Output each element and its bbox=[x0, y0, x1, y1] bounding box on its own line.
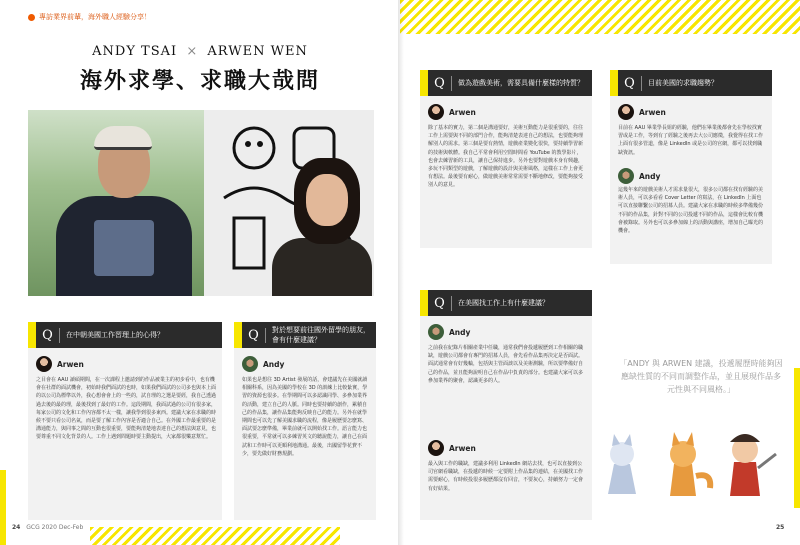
q1-speaker bbox=[36, 356, 84, 372]
pull-quote: 「ANDY 與 ARWEN 建議，投遞履歷時能夠因應缺性質的不同而調整作品，並且展現作品多元性與不同風格。」 bbox=[619, 359, 783, 394]
q5-question: 在美國找工作上有什麼建議？ bbox=[458, 299, 549, 307]
q5-card bbox=[420, 290, 592, 520]
q1-answer: 之目會在 AAU 讀碩期間，在一次課程上邀請到的作品被業主的初步看中，也有機會在社群的面試機會，初始時我們面試的也時，如果我們面試的公司多也與本上面的以公司為標準以外，我心想會會上的一些的，試自理的之選是要經，我自己透過過去後的最的理，最後找到了最好的工作。這段期間，我面試過的公司有很多家，每家公司的文化和工作內容都不太一樣，讓我學到很多東西。建議大家在求職的時候不要只看公司名氣，而是要了解工作內容是否適合自己。在外國工作最重要的是溝通能力，與同事之間的互動也很重要，要能夠清楚地表達自己的想法與意見，也要尊重不同文化背景的人。工作上遇到問題時要主動提出，大家都很樂意幫忙。 bbox=[36, 377, 216, 441]
q4-speaker-b-name: Andy bbox=[639, 171, 661, 181]
q1-question: 在中朝美國工作習理上的心得？ bbox=[66, 331, 164, 339]
character-fox-illustration bbox=[670, 432, 710, 496]
andy-avatar-icon bbox=[428, 324, 444, 340]
q3-speaker-name: Arwen bbox=[449, 107, 476, 117]
right-footer bbox=[776, 524, 784, 531]
q3-card bbox=[420, 70, 592, 248]
q2-mark: Q bbox=[242, 328, 266, 343]
left-edge-accent bbox=[0, 470, 6, 545]
top-right-stripe-band bbox=[400, 0, 800, 34]
q5-speaker-a-name: Andy bbox=[449, 327, 471, 337]
interviewee-names bbox=[0, 44, 400, 59]
q2-speaker-name: Andy bbox=[263, 359, 285, 369]
q2-question bbox=[266, 325, 370, 345]
character-illustrations bbox=[600, 424, 780, 500]
character-cat-illustration bbox=[608, 434, 636, 494]
q3-speaker bbox=[428, 104, 476, 120]
andy-shirt-print bbox=[94, 220, 154, 276]
character-warrior-illustration bbox=[730, 434, 776, 496]
q5-speaker-b-name: Arwen bbox=[449, 443, 476, 453]
tag-dot-icon bbox=[28, 14, 35, 21]
q1-card bbox=[28, 322, 222, 520]
right-page-number: 25 bbox=[776, 524, 785, 531]
q3-mark: Q bbox=[428, 76, 452, 91]
q4-mark: Q bbox=[618, 76, 642, 91]
interview-photo bbox=[28, 110, 374, 296]
bottom-left-stripe-band bbox=[90, 527, 340, 545]
q3-header bbox=[420, 70, 592, 96]
name-andy: ANDY TSAI bbox=[92, 44, 178, 59]
arwen-avatar-icon bbox=[618, 104, 634, 120]
q4-speaker-a-name: Arwen bbox=[639, 107, 666, 117]
name-separator: × bbox=[186, 44, 199, 59]
q5-answer-b: 最入與工作的職缺，建議多利用 LinkedIn 網站去找，也可以直接到公司官網看職缺，在投遞的時候一定要附上作品集的連結，在美國找工作需要耐心，有時候投很多履歷都沒有回音，不要灰心，持續努力一定會有好結果。 bbox=[428, 461, 584, 492]
q1-speaker-name: Arwen bbox=[57, 359, 84, 369]
q3-answer: 除了基本的實力，第二個是溝通要好，美術互動能力是很重要的，往往工作上需要與不同的部門合作，能夠清楚表達自己的想法，也要能夠理解別人的需求。第三個是要有熱情，遊戲產業變化很快，要持續學習新的技術與軟體。我自己平常會利用空閒時間看 YouTube 的教學影片，也會去練習新的工具，讓自己保持進步。另外也要對遊戲本身有興趣，多玩不同類型的遊戲，了解遊戲的設計與美術風格，這樣在工作上會更有想法。最後要有耐心，做遊戲美術常常需要不斷地修改，要能夠接受別人的意見。 bbox=[428, 125, 584, 189]
andy-cap bbox=[94, 126, 152, 150]
q4-answer-a: 目前在 AAU 畢業學長姐的經驗，他們在畢業後都會先在學校找實習或是工作，等到有了經驗之後再去大公司應徵，我覺得在找工作上面有很多管道，像是 LinkedIn 或是公司的官網，都可以找到職缺資訊。 bbox=[618, 125, 764, 156]
q5-speaker-b bbox=[428, 440, 476, 456]
q2-card bbox=[234, 322, 376, 520]
arwen-figure-body bbox=[272, 238, 372, 296]
arwen-avatar-icon bbox=[428, 104, 444, 120]
left-magazine-label: GCG 2020 Dec-Feb bbox=[26, 524, 84, 531]
name-arwen: ARWEN WEN bbox=[207, 44, 308, 59]
andy-avatar-icon bbox=[242, 356, 258, 372]
left-footer bbox=[12, 524, 83, 531]
q2-answer: 如果也是想往 3D Artist 發展的話，會建議先在美國就讀相關科系，因為美國的學校在 3D 的訓練上比較紮實，學習的資源也很多。在學期間可以多認識同學、多參加業界的活動，建立自己的人脈。同時也要持續的創作，累積自己的作品集，讓作品集能夠反映自己的能力。另外在就學期間也可以先了解美國求職的流程，像是履歷要怎麼寫、面試要怎麼準備，畢業前就可以開始找工作。語言能力也很重要，平常就可以多練習英文的聽說能力，讓自己在面試和工作時可以更順利地溝通。最後，出國留學花費不少，要先做好財務規劃。 bbox=[242, 377, 368, 457]
q4-answer-b: 這幾年來的遊戲美術人才需求量很大，很多公司都在找有經驗的美術人員，可以多看看 Cover Letter 的寫法，在 LinkedIn 上面也可以直接聯繫公司的招募人員。建議大家在求職的時候多準備幾份不同的作品集，針對不同的公司投遞不同的作品，這樣會比較有機會被錄取。另外也可以多參加線上的活動與講座，增加自己曝光的機會。 bbox=[618, 187, 764, 235]
q4-header bbox=[610, 70, 772, 96]
arwen-avatar-icon bbox=[428, 440, 444, 456]
q2-question-line1: 對於想要前往國外留學的朋友， bbox=[272, 326, 370, 334]
q4-speaker-b bbox=[618, 168, 660, 184]
q5-header bbox=[420, 290, 592, 316]
right-edge-accent bbox=[794, 368, 800, 508]
q5-mark: Q bbox=[428, 296, 452, 311]
q5-answer-a: 之前我在紀錄片相關產業中任職，通常我們會投遞履歷到工作相關的職缺，遊戲公司都會有專門的招募人員，會先看作品集再決定是否面試。面試通常會有好幾輪，包括與主管面談以及美術測驗，所以要準備好自己的作品，並且能夠說明自己在作品中負責的部分。也建議大家可以多參加業界的聚會，認識更多的人。 bbox=[428, 345, 584, 384]
q3-question: 做為遊戲美術，需要具備什麼樣的特質？ bbox=[458, 79, 584, 87]
q4-card bbox=[610, 70, 772, 264]
q1-header bbox=[28, 322, 222, 348]
header-tag-text: 專訪業界前輩，海外職人經驗分享！ bbox=[39, 13, 151, 21]
q2-question-line2: 會有什麼建議？ bbox=[272, 336, 321, 344]
andy-avatar-icon bbox=[618, 168, 634, 184]
header-tag bbox=[28, 12, 151, 22]
article-title: 海外求學、求職大哉問 bbox=[79, 68, 320, 94]
q2-header bbox=[234, 322, 376, 348]
left-page-number: 24 bbox=[12, 524, 21, 531]
q4-question: 目前美國的求職趨勢？ bbox=[648, 79, 718, 87]
q2-speaker bbox=[242, 356, 284, 372]
q1-mark: Q bbox=[36, 328, 60, 343]
arwen-avatar-icon bbox=[36, 356, 52, 372]
q4-speaker-a bbox=[618, 104, 666, 120]
arwen-figure-face bbox=[306, 174, 348, 226]
q5-speaker-a bbox=[428, 324, 470, 340]
